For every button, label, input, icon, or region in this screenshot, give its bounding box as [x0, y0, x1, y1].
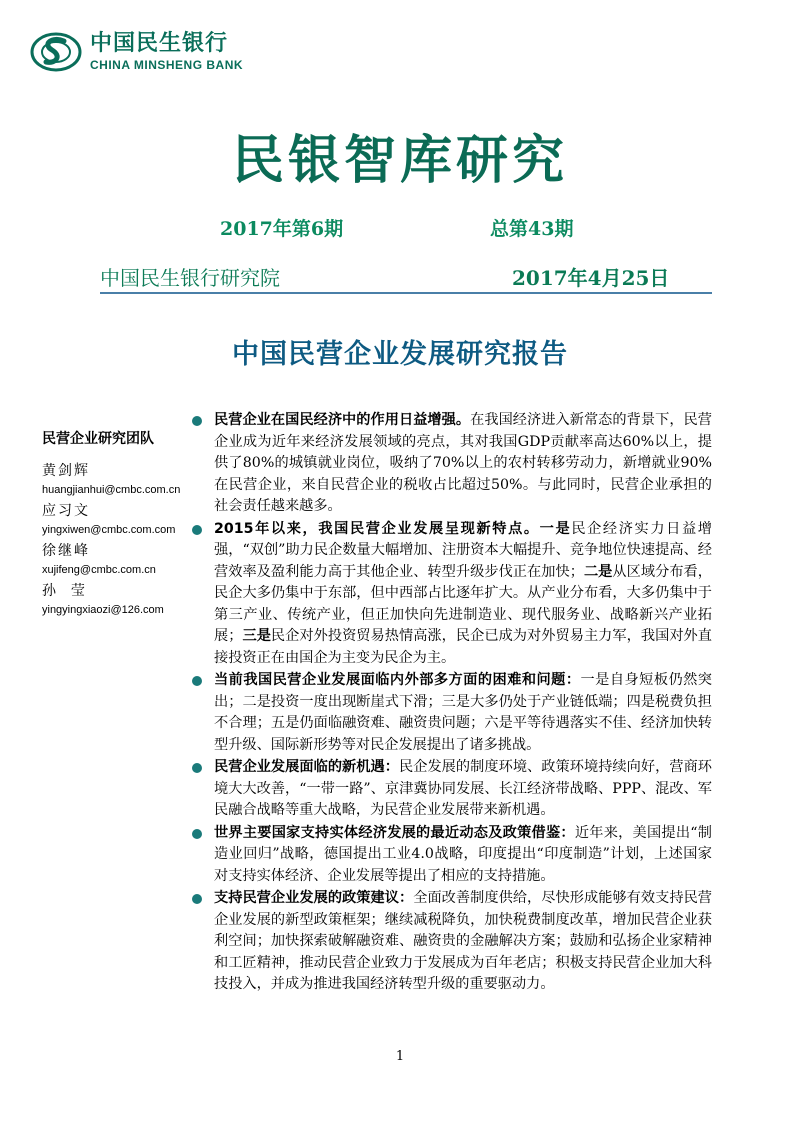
summary-text: 民企经济实力日益增强，“双创”助力民企数量大幅增加、注册资本大幅提升、竞争地位快速提高、经营效率及盈利能力高于其他企业、转型升级步伐正在加快；	[214, 520, 712, 580]
member-name: 应习文	[42, 503, 90, 519]
research-team	[42, 428, 192, 618]
summary-text: 一是自身短板仍然突出；二是投资一度出现断崖式下滑；三是大多仍处于产业链低端；四是税费负担不合理；五是仍面临融资难、融资贵问题；六是平等待遇落实不佳、经济加快转型升级、国际新形势等对民企发展提出了诸多挑战。	[214, 672, 712, 753]
institute-name: 中国民生银行研究院	[100, 266, 280, 290]
summary-item	[190, 757, 712, 822]
bullet-dot-icon	[192, 676, 202, 686]
summary-lead: 世界主要国家支持实体经济发展的最近动态及政策借鉴：	[214, 824, 575, 841]
summary-list	[190, 410, 712, 997]
summary-lead: 三是	[242, 628, 271, 644]
member-name: 孙 莹	[42, 583, 87, 599]
summary-item	[190, 410, 712, 518]
report-title: 中国民营企业发展研究报告	[232, 339, 568, 370]
bullet-dot-icon	[192, 894, 202, 904]
bank-name-cn: 中国民生银行	[90, 31, 229, 56]
summary-lead: 二是	[583, 563, 613, 580]
summary-text: 在我国经济进入新常态的背景下，民营企业成为近年来经济发展领域的亮点，其对我国GDP贡献率高达60%以上，提供了80%的城镇就业岗位，吸纳了70%以上的农村转移劳动力，新增就业90%在民营企业，来自民营企业的税收占比超过50%。与此同时，民营企业承担的社会责任越来越多。	[214, 412, 712, 514]
minsheng-logo-icon	[30, 26, 82, 78]
summary-lead: 2015年以来，我国民营企业发展呈现新特点。一是	[214, 520, 572, 537]
bullet-dot-icon	[192, 416, 202, 426]
publish-date: 2017年4月25日	[512, 266, 670, 290]
summary-text: 民企发展的制度环境、政策环境持续向好，营商环境大大改善，“一带一路”、京津冀协同发展、长江经济带战略、PPP、混改、军民融合战略等重大战略，为民营企业发展带来新机遇。	[214, 759, 712, 818]
header-divider	[100, 292, 712, 294]
bank-logo	[30, 26, 243, 78]
summary-text: 民企对外投资贸易热情高涨，民企已成为对外贸易主力军，我国对外直接投资正在由国企为主变为民企为主。	[214, 628, 712, 666]
bullet-dot-icon	[192, 829, 202, 839]
bullet-dot-icon	[192, 763, 202, 773]
masthead-title: 民银智库研究	[231, 131, 568, 191]
member-email[interactable]: huangjianhui@cmbc.com.cn	[42, 484, 181, 496]
summary-text: 从区域分布看，民企大多仍集中于东部，但中西部占比逐年扩大。从产业分布看，大多仍集中于第三产业、传统产业，但正加快向先进制造业、现代服务业、战略新兴产业拓展；	[214, 563, 712, 644]
member-email[interactable]: yingyingxiaozi@126.com	[42, 604, 164, 616]
summary-text: 全面改善制度供给，尽快形成能够有效支持民营企业发展的新型政策框架；继续减税降负，加快税费制度改革，增加民营企业获利空间；加快探索破解融资难、融资贵的金融解决方案；鼓励和弘扬企业家精神和工匠精神，推动民营企业致力于发展成为百年老店；积极支持民营企业加大科技投入，并成为推进我国经济转型升级的重要驱动力。	[214, 890, 712, 992]
member-email[interactable]: xujifeng@cmbc.com.cn	[42, 564, 156, 576]
page-number: 1	[395, 1049, 405, 1064]
summary-lead: 民营企业发展面临的新机遇：	[214, 759, 399, 775]
member-name: 黄剑辉	[42, 463, 90, 479]
summary-lead: 支持民营企业发展的政策建议：	[214, 890, 414, 906]
member-email[interactable]: yingxiwen@cmbc.com.com	[42, 524, 176, 536]
summary-item	[190, 670, 712, 756]
total-issue-number: 总第43期	[490, 218, 574, 240]
bullet-dot-icon	[192, 525, 202, 535]
summary-lead: 当前我国民营企业发展面临内外部多方面的困难和问题：	[214, 672, 581, 688]
bank-name-en: CHINA MINSHENG BANK	[90, 58, 244, 72]
summary-lead: 民营企业在国民经济中的作用日益增强。	[214, 412, 471, 428]
summary-item	[190, 519, 712, 670]
summary-text: 近年来，美国提出“制造业回归”战略，德国提出工业4.0战略，印度提出“印度制造”计划，上述国家对支持实体经济、企业发展等提出了相应的支持措施。	[214, 824, 712, 884]
summary-item	[190, 823, 712, 888]
member-name: 徐继峰	[42, 543, 90, 559]
summary-item	[190, 888, 712, 996]
issue-number: 2017年第6期	[220, 218, 344, 240]
team-title: 民营企业研究团队	[42, 431, 154, 447]
